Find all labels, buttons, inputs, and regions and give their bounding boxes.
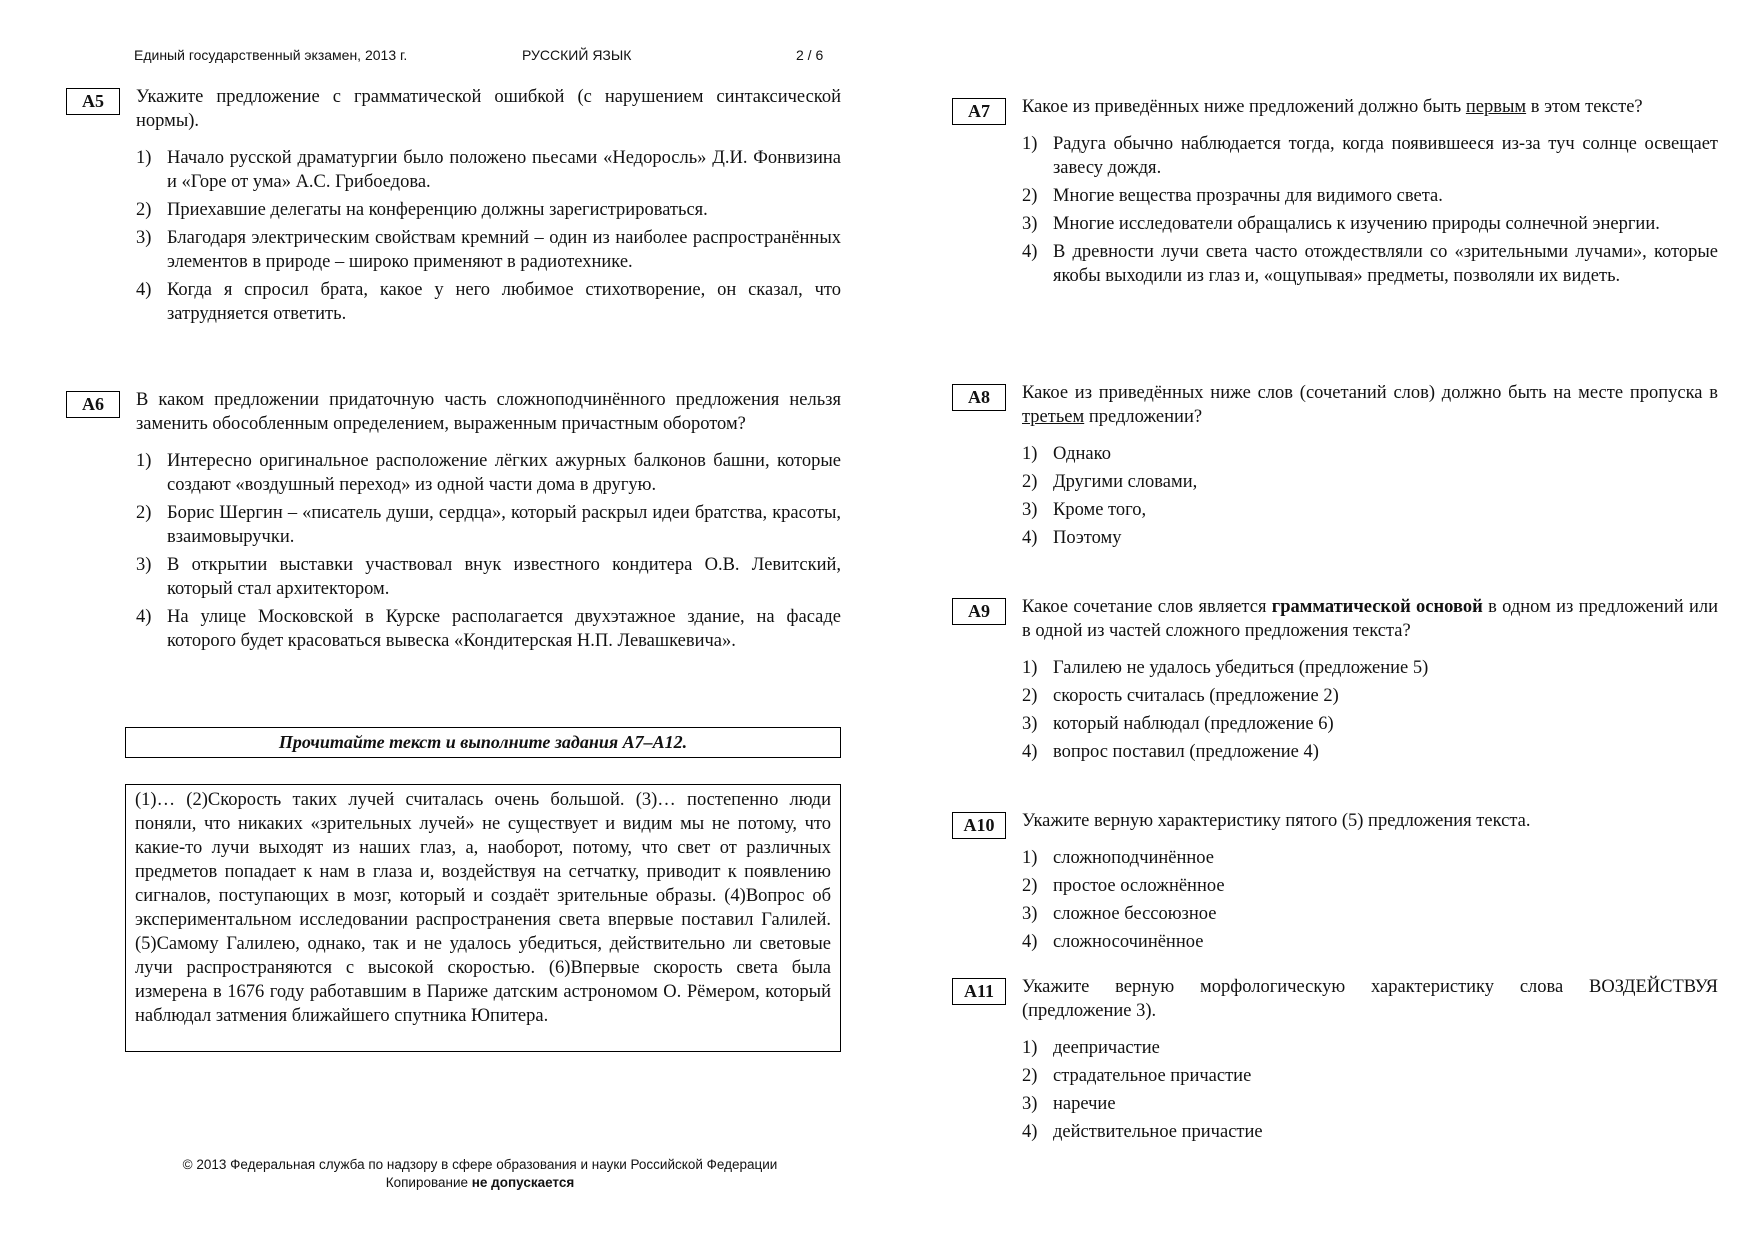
task-a9 — [952, 595, 1718, 768]
answer-option[interactable]: 2) страдательное причастие — [1022, 1066, 1252, 1086]
task-question: В каком предложении придаточную часть сложноподчинённого предложения нельзя заменить обособленным определением, выраженным причастным оборотом? — [136, 390, 841, 434]
answer-option[interactable]: 4) действительное причастие — [1022, 1122, 1263, 1142]
task-code: A7 — [952, 98, 1006, 125]
bold-term: грамматической основой — [1271, 597, 1483, 617]
task-code: A10 — [952, 812, 1006, 839]
answer-option[interactable]: 2) Другими словами, — [1022, 472, 1198, 492]
answer-options — [1022, 656, 1718, 764]
task-code: A6 — [66, 391, 120, 418]
header-page: 2 / 6 — [796, 47, 824, 63]
answer-option[interactable]: 3) В открытии выставки участвовал внук известного кондитера О.В. Левитский, который стал архитектором. — [136, 555, 841, 599]
underlined-word: первым — [1465, 97, 1527, 117]
task-question: Какое сочетание слов является грамматической основой в одном из предложений или в одной из частей сложного предложения текста? — [1022, 597, 1718, 641]
answer-options — [1022, 442, 1718, 550]
task-code: A8 — [952, 384, 1006, 411]
header-subject: РУССКИЙ ЯЗЫК — [522, 47, 632, 63]
answer-option[interactable]: 4) вопрос поставил (предложение 4) — [1022, 742, 1319, 762]
answer-option[interactable]: 4) Когда я спросил брата, какое у него любимое стихотворение, он сказал, что затрудняется ответить. — [136, 280, 841, 324]
task-a10 — [952, 809, 1718, 958]
answer-option[interactable]: 1) Однако — [1022, 444, 1111, 464]
header-exam: Единый государственный экзамен, 2013 г. — [134, 47, 408, 63]
answer-option[interactable]: 3) сложное бессоюзное — [1022, 904, 1217, 924]
answer-options — [1022, 846, 1718, 954]
answer-option[interactable]: 3) Благодаря электрическим свойствам кремний – один из наиболее распространённых элементов в природе – широко применяют в радиотехнике. — [136, 228, 841, 272]
answer-option[interactable]: 3) наречие — [1022, 1094, 1116, 1114]
task-a11 — [952, 975, 1718, 1148]
answer-option[interactable]: 2) простое осложнённое — [1022, 876, 1225, 896]
task-question: Укажите верную характеристику пятого (5) предложения текста. — [1022, 811, 1531, 831]
instruction-box: Прочитайте текст и выполните задания А7–А12. — [125, 727, 841, 758]
answer-option[interactable]: 3) Многие исследователи обращались к изучению природы солнечной энергии. — [1022, 214, 1660, 234]
answer-option[interactable]: 4) На улице Московской в Курске располагается двухэтажное здание, на фасаде которого будет красоваться вывеска «Кондитерская Н.П. Левашкевича». — [136, 607, 841, 651]
task-question: Какое из приведённых ниже слов (сочетаний слов) должно быть на месте пропуска в третьем предложении? — [1022, 383, 1718, 427]
answer-option[interactable]: 1) Интересно оригинальное расположение лёгких ажурных балконов башни, которые создают «воздушный переход» из одной части дома в другую. — [136, 451, 841, 495]
answer-option[interactable]: 2) Приехавшие делегаты на конференцию должны зарегистрироваться. — [136, 200, 708, 220]
footer — [120, 1156, 840, 1192]
answer-option[interactable]: 1) Начало русской драматургии было положено пьесами «Недоросль» Д.И. Фонвизина и «Горе от ума» А.С. Грибоедова. — [136, 148, 841, 192]
task-code: A5 — [66, 88, 120, 115]
task-question: Укажите верную морфологическую характеристику слова ВОЗДЕЙСТВУЯ (предложение 3). — [1022, 977, 1718, 1021]
answer-option[interactable]: 2) скорость считалась (предложение 2) — [1022, 686, 1339, 706]
task-a5 — [66, 85, 841, 330]
answer-option[interactable]: 2) Борис Шергин – «писатель души, сердца», который раскрыл идеи братства, красоты, взаимовыручки. — [136, 503, 841, 547]
footer-copyright: © 2013 Федеральная служба по надзору в сфере образования и науки Российской Федерации — [182, 1157, 778, 1172]
answer-option[interactable]: 2) Многие вещества прозрачны для видимого света. — [1022, 186, 1443, 206]
left-column — [66, 0, 841, 1150]
reading-text-box: (1)… (2)Скорость таких лучей считалась очень большой. (3)… постепенно люди поняли, что никаких «зрительных лучей» не существует и видим мы не потому, что какие-то лучи выходят из наших глаз, а, наоборот, потому, что свет от различных предметов попадает к нам в глаза и, воздействуя на сетчатку, приводит к появлению сигналов, поступающих в мозг, который и создаёт зрительные образы. (4)Вопрос об экспериментальном исследовании распространения света впервые поставил Галилей. (5)Самому Галилею, однако, так и не удалось убедиться, действительно ли световые лучи распространяются с высокой скоростью. (6)Впервые скорость света была измерена в 1676 году работавшим в Париже датским астрономом О. Рёмером, который наблюдал затмения ближайшего спутника Юпитера. — [125, 784, 841, 1052]
task-code: A11 — [952, 978, 1006, 1005]
answer-options — [136, 146, 841, 326]
answer-option[interactable]: 1) Радуга обычно наблюдается тогда, когда появившееся из-за туч солнце освещает завесу дождя. — [1022, 134, 1718, 178]
answer-option[interactable]: 4) Поэтому — [1022, 528, 1122, 548]
task-question: Какое из приведённых ниже предложений должно быть первым в этом тексте? — [1022, 97, 1643, 117]
right-column — [952, 0, 1718, 1150]
task-question: Укажите предложение с грамматической ошибкой (с нарушением синтаксической нормы). — [136, 87, 841, 131]
answer-option[interactable]: 4) сложносочинённое — [1022, 932, 1204, 952]
task-a7 — [952, 95, 1718, 292]
footer-copy-notice: Копирование не допускается — [385, 1175, 575, 1190]
task-a8 — [952, 381, 1718, 554]
answer-option[interactable]: 3) Кроме того, — [1022, 500, 1147, 520]
answer-options — [1022, 1036, 1718, 1144]
underlined-word: третьем — [1022, 407, 1085, 427]
answer-option[interactable]: 1) сложноподчинённое — [1022, 848, 1214, 868]
answer-option[interactable]: 1) Галилею не удалось убедиться (предложение 5) — [1022, 658, 1429, 678]
task-a6 — [66, 388, 841, 657]
answer-options — [136, 449, 841, 653]
answer-options — [1022, 132, 1718, 288]
answer-option[interactable]: 4) В древности лучи света часто отождествляли со «зрительными лучами», которые якобы выходили из глаз и, «ощупывая» предметы, позволяли их видеть. — [1022, 242, 1718, 286]
answer-option[interactable]: 1) деепричастие — [1022, 1038, 1160, 1058]
task-code: A9 — [952, 598, 1006, 625]
answer-option[interactable]: 3) который наблюдал (предложение 6) — [1022, 714, 1334, 734]
